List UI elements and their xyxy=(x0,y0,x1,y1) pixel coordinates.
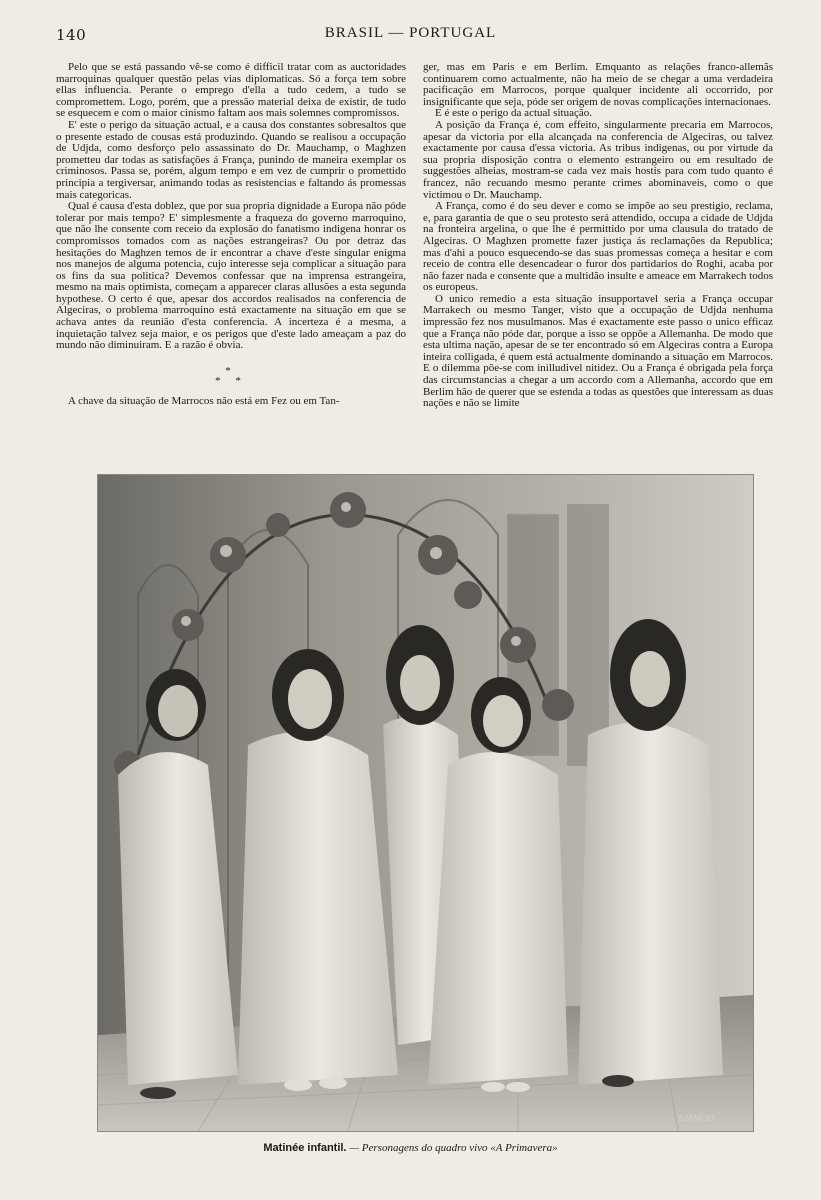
article-paragraph: Pelo que se está passando vê-se como é difficil tratar com as auctoridades marroquinas qualquer questão pelas vias diplomaticas. Só a força tem sobre ellas influencia. Perante o emprego d'ella a tudo cedem, a tudo se compromettem. Logo, porém, que a pressão material deixa de existir, de tudo se esquecem e com o maior cinismo faltam aos mais solemnes compromissos. xyxy=(56,61,406,120)
article-paragraph: E' este o perigo da situação actual, e a causa dos constantes sobresaltos que o presente estado de cousas está produzindo. Quando se realisou a occupação de Udjda, como desforço pelo assassinato do Dr. Mauchamp, o Maghzen prometteu dar todas as satisfações á França, punindo de maneira exemplar os criminosos. Passa se, porém, algum tempo e em vez de cumprir o promettido principia a tergiversar, animando todas as resistencias e faltando ás promessas mais categoricas. xyxy=(56,118,406,201)
article-paragraph: A França, como é do seu dever e como se impõe ao seu prestigio, reclama, e, para garantia de que o seu protesto será attendido, occupa a cidade de Udjda na fronteira argelina, o que lhe é permittido por uma clausula do tratado de Algeciras. O Maghzen promette fazer justiça ás reclamações da Republica; mas d'ahi a pouco esquecendo-se das suas promessas começa a hesitar e com receio de contra elle desencadear o furor dos partidarios do Roghi, acaba por não fazer nada e consente que a multidão insulte e ameace em Marrakech todos os europeus. xyxy=(423,200,773,294)
article-paragraph: ger, mas em Paris e em Berlim. Emquanto as relações franco-allemãs continuarem como actualmente, não ha meio de se chegar a uma verdadeira pacificação em Marrocos, porque qualquer incidente ali occorrido, por insignificante que seja, póde ser origem de novas complicações internacionaes. xyxy=(423,61,773,108)
article-right-column xyxy=(423,62,773,410)
photographer-signature: S.MAR.9? xyxy=(678,1114,715,1123)
article-paragraph: E é este o perigo da actual situação. xyxy=(435,107,592,120)
caption-title: Matinée infantil. xyxy=(263,1142,347,1154)
article-paragraph: A posição da França é, com effeito, singularmente precaria em Marrocos, apesar da victoria por ella alcançada na conferencia de Algeciras, ou talvez exactamente por causa d'essa victoria. As tribus indigenas, ou por virtude da sua propria disposição contra o elemento estrangeiro ou em resultado de suggestões alheias, mostram-se cada vez mais hostis para com tudo quanto é francez, não recuando mesmo perante crimes abominaveis, como o que victimou o Dr. Mauchamp. xyxy=(423,118,773,201)
asterism-top: * xyxy=(225,364,237,377)
page-number: 140 xyxy=(56,26,87,44)
article-paragraph: Qual é causa d'esta doblez, que por sua propria dignidade a Europa não póde tolerar por mais tempo? E' simplesmente a fraqueza do governo marroquino, que não lhe consente com receio da explosão do fanatismo indigena honrar os compromissos tomados com as nações estrangeiras? Ou por detraz das hesitações do Maghzen temos de ir encontrar a chave d'este singular enigma nos manejos de alguma potencia, cujo interesse seja complicar a situação para os fins da sua politica? Devemos confessar que na imprensa estrangeira, mesmo na mais optimista, começam a apparecer claras allusões a esta segunda hypothese. O certo é que, apesar dos accordos realisados na conferencia de Algeciras, o problema marroquino está exactamente na situação em que se achava antes da reunião d'esta conferencia. A incerteza é a mesma, a inquietação talvez seja maior, e os perigos que d'este lado ameaçam a paz do mundo não diminuiram. E a razão é obvia. xyxy=(56,200,406,352)
article-paragraph: O unico remedio a esta situação insupportavel seria a França occupar Marrakech ou mesmo Tanger, visto que a occupação de Udjda nenhuma impressão fez nos musulmanos. Mas é exactamente este passo o unico efficaz que a França não póde dar, porque a isso se oppõe a Allemanha. De modo que esta ultima nação, apesar de se ter encontrado só em Algeciras contra a Europa inteira colligada, é quem está actualmente dominando a situação em Marrocos. E o dilemma põe-se com inilludivel nitidez. Ou a França é obrigada pela força das circumstancias a chegar a um accordo com a Allemanha, accordo que em Berlim hão de querer que se estenda a todas as questões que interessam as duas nações e não se limite xyxy=(423,292,773,410)
article-left-column xyxy=(56,62,406,407)
section-asterism xyxy=(56,366,406,386)
caption-text: — Personagens do quadro vivo «A Primavera» xyxy=(346,1142,558,1154)
article-paragraph: A chave da situação de Marrocos não está em Fez ou em Tan- xyxy=(68,394,340,407)
photograph-five-girls-spring-tableau xyxy=(97,474,754,1132)
asterism-bottom: * * xyxy=(215,374,247,387)
running-title: BRASIL — PORTUGAL xyxy=(324,25,497,41)
photo-caption xyxy=(0,1142,821,1154)
